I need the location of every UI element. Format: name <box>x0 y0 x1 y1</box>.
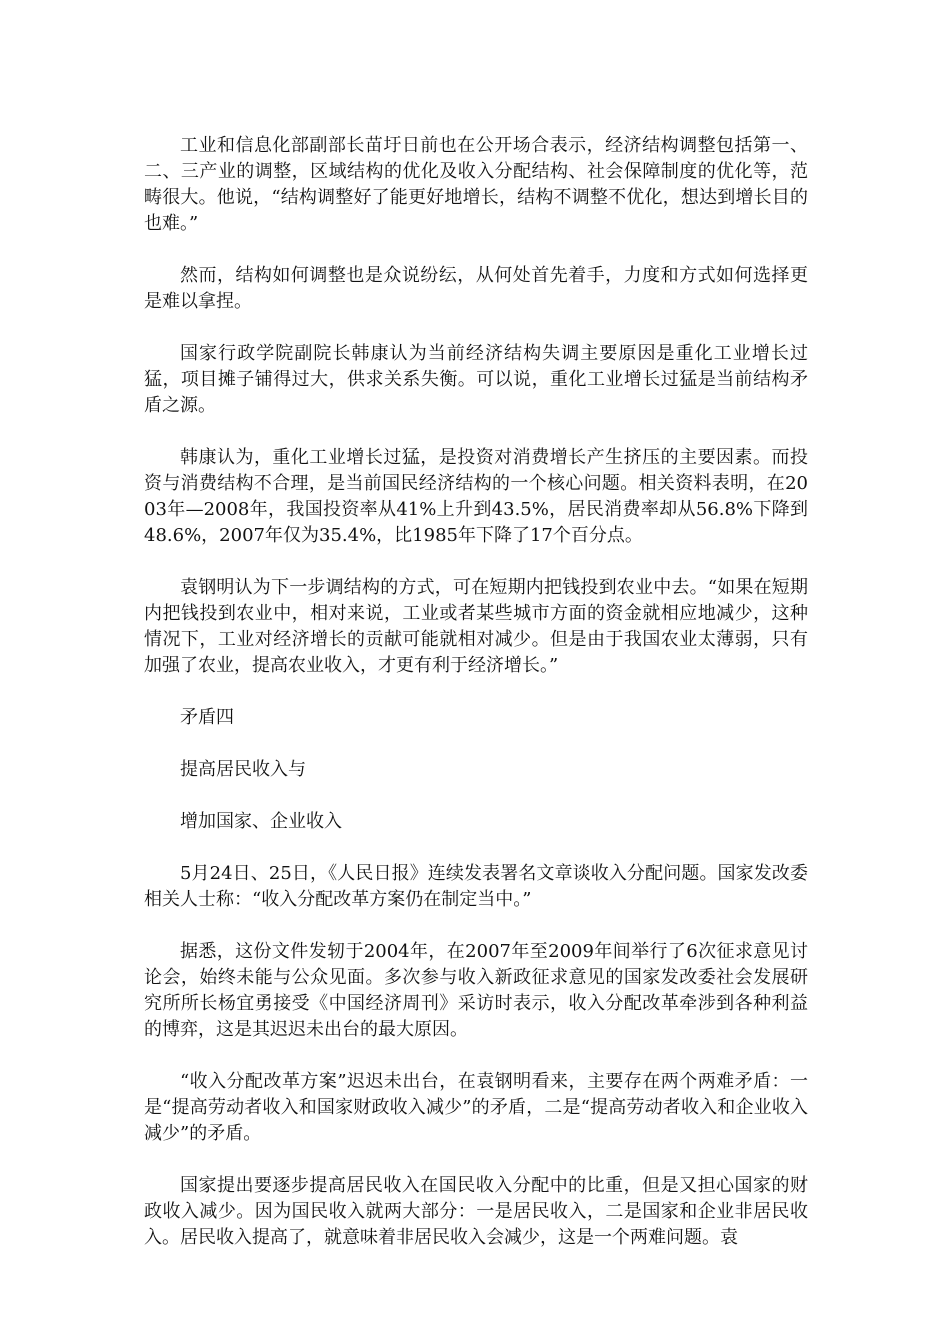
paragraph-2: 然而，结构如何调整也是众说纷纭，从何处首先着手，力度和方式如何选择更是难以拿捏。 <box>144 265 808 312</box>
paragraph-7: 据悉，这份文件发轫于2004年，在2007年至2009年间举行了6次征求意见讨论会，始终未能与公众见面。多次参与收入新政征求意见的国家发改委社会发展研究所所长杨宜勇接受《中国经济周刊》采访时表示，收入分配改革牵涉到各种利益的博弈，这是其迟迟未出台的最大原因。 <box>144 941 808 1040</box>
paragraph-9: 国家提出要逐步提高居民收入在国民收入分配中的比重，但是又担心国家的财政收入减少。因为国民收入就两大部分：一是居民收入，二是国家和企业非居民收入。居民收入提高了，就意味着非居民收入会减少，这是一个两难问题。袁 <box>144 1175 808 1248</box>
section-title-line-2: 增加国家、企业收入 <box>180 811 342 832</box>
document-body <box>144 133 808 1277</box>
section-title-line-1: 提高居民收入与 <box>180 759 306 780</box>
paragraph-3: 国家行政学院副院长韩康认为当前经济结构失调主要原因是重化工业增长过猛，项目摊子铺得过大，供求关系失衡。可以说，重化工业增长过猛是当前结构矛盾之源。 <box>144 343 808 416</box>
paragraph-8: “收入分配改革方案”迟迟未出台，在袁钢明看来，主要存在两个两难矛盾：一是“提高劳动者收入和国家财政收入减少”的矛盾，二是“提高劳动者收入和企业收入减少”的矛盾。 <box>144 1071 808 1144</box>
paragraph-5: 袁钢明认为下一步调结构的方式，可在短期内把钱投到农业中去。“如果在短期内把钱投到农业中，相对来说，工业或者某些城市方面的资金就相应地减少，这种情况下，工业对经济增长的贡献可能就相对减少。但是由于我国农业太薄弱，只有加强了农业，提高农业收入，才更有利于经济增长。” <box>144 577 808 676</box>
paragraph-6: 5月24日、25日，《人民日报》连续发表署名文章谈收入分配问题。国家发改委相关人士称：“收入分配改革方案仍在制定当中。” <box>144 863 808 910</box>
paragraph-4: 韩康认为，重化工业增长过猛，是投资对消费增长产生挤压的主要因素。而投资与消费结构不合理，是当前国民经济结构的一个核心问题。相关资料表明，在2003年—2008年，我国投资率从41%上升到43.5%，居民消费率却从56.8%下降到48.6%，2007年仅为35.4%，比1985年下降了17个百分点。 <box>144 447 808 546</box>
section-label: 矛盾四 <box>180 707 234 728</box>
paragraph-1: 工业和信息化部副部长苗圩日前也在公开场合表示，经济结构调整包括第一、二、三产业的调整，区域结构的优化及收入分配结构、社会保障制度的优化等，范畴很大。他说，“结构调整好了能更好地增长，结构不调整不优化，想达到增长目的也难。” <box>144 135 808 234</box>
